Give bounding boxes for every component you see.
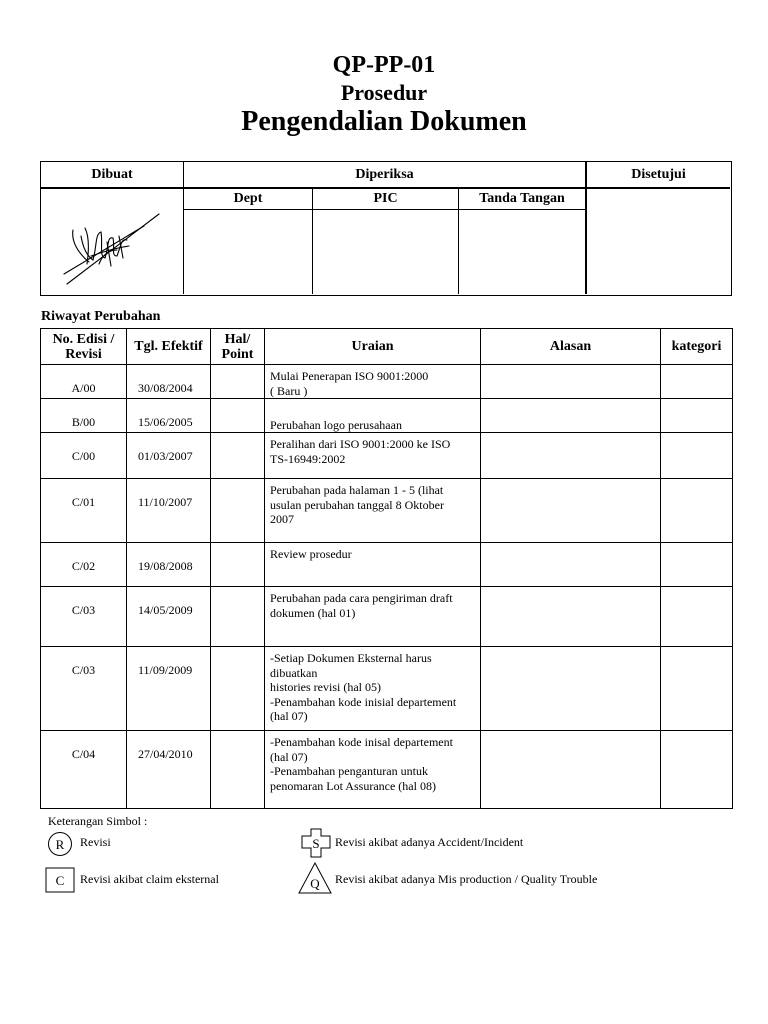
edition-cell: C/02 — [41, 543, 127, 587]
pic-label: PIC — [373, 191, 398, 206]
description-cell: Review prosedur — [265, 543, 481, 587]
description-cell: -Setiap Dokumen Eksternal harus dibuatkan histories revisi (hal 05) -Penambahan kode inisial departement (hal 07) — [265, 647, 481, 731]
document-type: Prosedur — [340, 80, 428, 105]
table-row — [41, 479, 733, 543]
category-cell — [661, 647, 733, 731]
revision-history-table — [40, 328, 733, 809]
diperiksa-label: Diperiksa — [355, 167, 414, 182]
legend-text: Revisi akibat adanya Accident/Incident — [335, 835, 524, 849]
edition-cell: C/04 — [41, 731, 127, 809]
legend-text: Revisi akibat adanya Mis production / Quality Trouble — [335, 872, 598, 886]
date-cell: 30/08/2004 — [127, 365, 211, 399]
description-cell: -Penambahan kode inisal departement (hal 07) -Penambahan penganturan untuk penomaran Lot Assurance (hal 08) — [265, 731, 481, 809]
page-point-cell — [211, 433, 265, 479]
table-row — [41, 587, 733, 647]
approval-subheader-divider — [183, 209, 586, 210]
edition-cell: A/00 — [41, 365, 127, 399]
description-cell: Perubahan logo perusahaan — [265, 399, 481, 433]
disetujui-label: Disetujui — [631, 167, 686, 182]
legend-text: Revisi akibat claim eksternal — [80, 872, 219, 886]
date-cell: 15/06/2005 — [127, 399, 211, 433]
edition-cell: C/03 — [41, 647, 127, 731]
page-point-cell — [211, 479, 265, 543]
page-point-cell — [211, 731, 265, 809]
reason-cell — [481, 433, 661, 479]
page-point-cell — [211, 587, 265, 647]
date-cell: 14/05/2009 — [127, 587, 211, 647]
legend-text: Revisi — [80, 835, 111, 849]
table-row — [41, 365, 733, 399]
description-cell: Perubahan pada halaman 1 - 5 (lihat usulan perubahan tanggal 8 Oktober 2007 — [265, 479, 481, 543]
edition-cell: C/00 — [41, 433, 127, 479]
category-cell — [661, 587, 733, 647]
description-cell: Mulai Penerapan ISO 9001:2000 ( Baru ) — [265, 365, 481, 399]
dibuat-label: Dibuat — [91, 167, 133, 182]
table-row — [41, 399, 733, 433]
category-cell — [661, 433, 733, 479]
column-header: kategori — [661, 329, 733, 365]
reason-cell — [481, 399, 661, 433]
symbol-letter: R — [55, 837, 65, 852]
claim-square-symbol — [45, 867, 75, 893]
approval-header-divider — [41, 187, 730, 189]
reason-cell — [481, 647, 661, 731]
description-cell: Peralihan dari ISO 9001:2000 ke ISO TS-16949:2002 — [265, 433, 481, 479]
column-header: No. Edisi / Revisi — [41, 329, 127, 365]
table-row — [41, 433, 733, 479]
quality-triangle-symbol — [298, 862, 332, 894]
category-cell — [661, 731, 733, 809]
page-point-cell — [211, 399, 265, 433]
reason-cell — [481, 479, 661, 543]
date-cell: 27/04/2010 — [127, 731, 211, 809]
edition-cell: B/00 — [41, 399, 127, 433]
date-cell: 11/10/2007 — [127, 479, 211, 543]
reason-cell — [481, 587, 661, 647]
document-title: Pengendalian Dokumen — [241, 106, 527, 137]
accident-cross-symbol — [301, 828, 331, 858]
table-row — [41, 647, 733, 731]
column-header: Uraian — [265, 329, 481, 365]
dept-label: Dept — [233, 191, 263, 206]
edition-cell: C/01 — [41, 479, 127, 543]
column-header: Alasan — [481, 329, 661, 365]
symbol-letter: C — [55, 873, 65, 888]
edition-cell: C/03 — [41, 587, 127, 647]
history-section-label: Riwayat Perubahan — [41, 309, 161, 324]
page-point-cell — [211, 647, 265, 731]
date-cell: 11/09/2009 — [127, 647, 211, 731]
category-cell — [661, 399, 733, 433]
signature-image — [59, 206, 169, 286]
date-cell: 19/08/2008 — [127, 543, 211, 587]
column-header: Hal/ Point — [211, 329, 265, 365]
tanda-tangan-label: Tanda Tangan — [479, 191, 565, 206]
category-cell — [661, 365, 733, 399]
document-code: QP-PP-01 — [332, 52, 436, 78]
reason-cell — [481, 365, 661, 399]
description-cell: Perubahan pada cara pengiriman draft dokumen (hal 01) — [265, 587, 481, 647]
revision-circle-symbol — [46, 831, 74, 857]
page-point-cell — [211, 365, 265, 399]
table-row — [41, 543, 733, 587]
approval-table — [40, 161, 732, 296]
table-row — [41, 731, 733, 809]
category-cell — [661, 479, 733, 543]
category-cell — [661, 543, 733, 587]
symbol-letter: Q — [310, 876, 320, 891]
table-header-row — [41, 329, 733, 365]
reason-cell — [481, 543, 661, 587]
symbol-letter: S — [312, 836, 320, 851]
reason-cell — [481, 731, 661, 809]
legend-title: Keterangan Simbol : — [48, 814, 148, 828]
date-cell: 01/03/2007 — [127, 433, 211, 479]
column-header: Tgl. Efektif — [127, 329, 211, 365]
page-point-cell — [211, 543, 265, 587]
